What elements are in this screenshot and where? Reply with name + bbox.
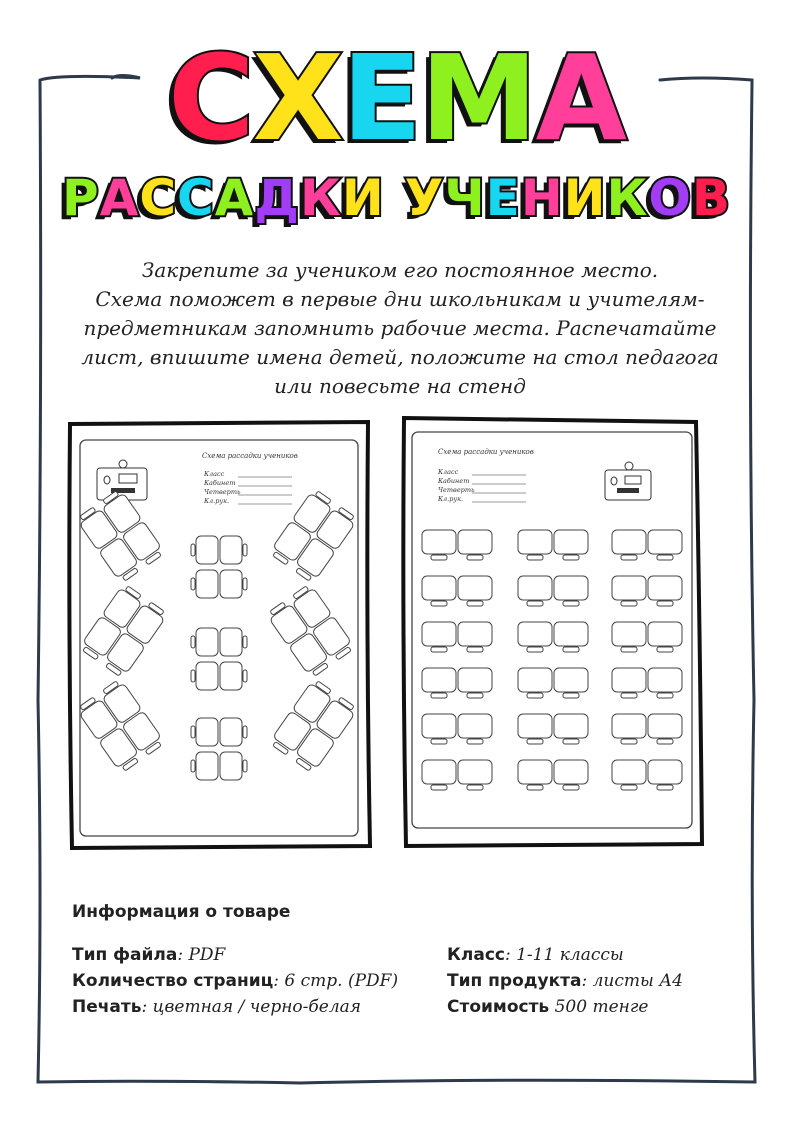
title-letter: А xyxy=(535,29,625,167)
info-heading: Информация о товаре xyxy=(72,902,291,922)
title-letter: Е xyxy=(485,169,521,227)
info-value: : 6 стр. (PDF) xyxy=(273,971,399,991)
title-letter: Д xyxy=(254,169,300,227)
title-letter: С xyxy=(139,169,178,227)
title-sub xyxy=(0,168,793,228)
title-main xyxy=(0,29,793,167)
preview-field: Кл.рук. xyxy=(438,495,464,503)
title-letter: Х xyxy=(252,29,342,167)
info-label: Тип продукта xyxy=(447,971,582,991)
intro-line: Схема поможет в первые дни школьникам и учителям- xyxy=(95,287,705,311)
info-column-right xyxy=(447,942,683,1020)
preview-title: Схема рассадки учеников xyxy=(438,448,534,456)
title-letter: С xyxy=(168,29,253,167)
preview-title: Схема рассадки учеников xyxy=(202,452,298,460)
title-letter: К xyxy=(606,169,649,227)
info-row-print xyxy=(72,994,398,1020)
info-value: : цветная / черно-белая xyxy=(141,997,362,1017)
preview-field: Класс xyxy=(438,468,459,476)
title-letter: Н xyxy=(520,169,564,227)
title-letter: Е xyxy=(341,29,421,167)
info-column-left xyxy=(72,942,398,1020)
info-row-pages xyxy=(72,968,398,994)
info-label: Класс xyxy=(447,945,505,965)
preview-field: Четверть xyxy=(204,488,241,496)
info-label: Количество страниц xyxy=(72,971,274,991)
info-row-class xyxy=(447,942,683,968)
info-label: Печать xyxy=(72,997,142,1017)
title-letter: М xyxy=(420,29,536,167)
preview-sheet-group-layout xyxy=(62,418,377,850)
info-label: Тип файла xyxy=(72,945,178,965)
intro-line: или повесьте на стенд xyxy=(274,374,526,398)
info-value: : 1-11 классы xyxy=(504,945,624,965)
preview-field: Четверть xyxy=(438,486,475,494)
info-row-file-type xyxy=(72,942,398,968)
intro-line: Закрепите за учеником его постоянное место. xyxy=(141,258,659,282)
intro-line: предметникам запомнить рабочие места. Распечатайте xyxy=(83,316,717,340)
info-row-price xyxy=(447,994,683,1020)
info-row-product xyxy=(447,968,683,994)
title-letter: К xyxy=(299,169,342,227)
info-label: Стоимость xyxy=(447,997,550,1017)
intro-line: лист, впишите имена детей, положите на стол педагога xyxy=(81,345,719,369)
title-letter: Р xyxy=(61,169,100,227)
preview-sheet-row-layout xyxy=(400,412,710,850)
title-letter: Ч xyxy=(444,169,486,227)
title-letter: О xyxy=(648,169,692,227)
info-value: 500 тенге xyxy=(549,997,649,1017)
preview-field: Кабинет xyxy=(438,477,470,485)
intro-text xyxy=(60,256,740,401)
preview-field: Кл.рук. xyxy=(204,497,230,505)
title-letter: И xyxy=(341,169,385,227)
info-value: : PDF xyxy=(177,945,226,965)
title-letter: А xyxy=(99,169,140,227)
info-value: : листы А4 xyxy=(581,971,683,991)
title-letter: В xyxy=(691,169,732,227)
title-letter: С xyxy=(177,169,215,227)
title-letter: А xyxy=(214,169,255,227)
title-letter: У xyxy=(404,169,445,227)
preview-field: Класс xyxy=(204,470,225,478)
title-letter: И xyxy=(563,169,607,227)
preview-field: Кабинет xyxy=(204,479,236,487)
